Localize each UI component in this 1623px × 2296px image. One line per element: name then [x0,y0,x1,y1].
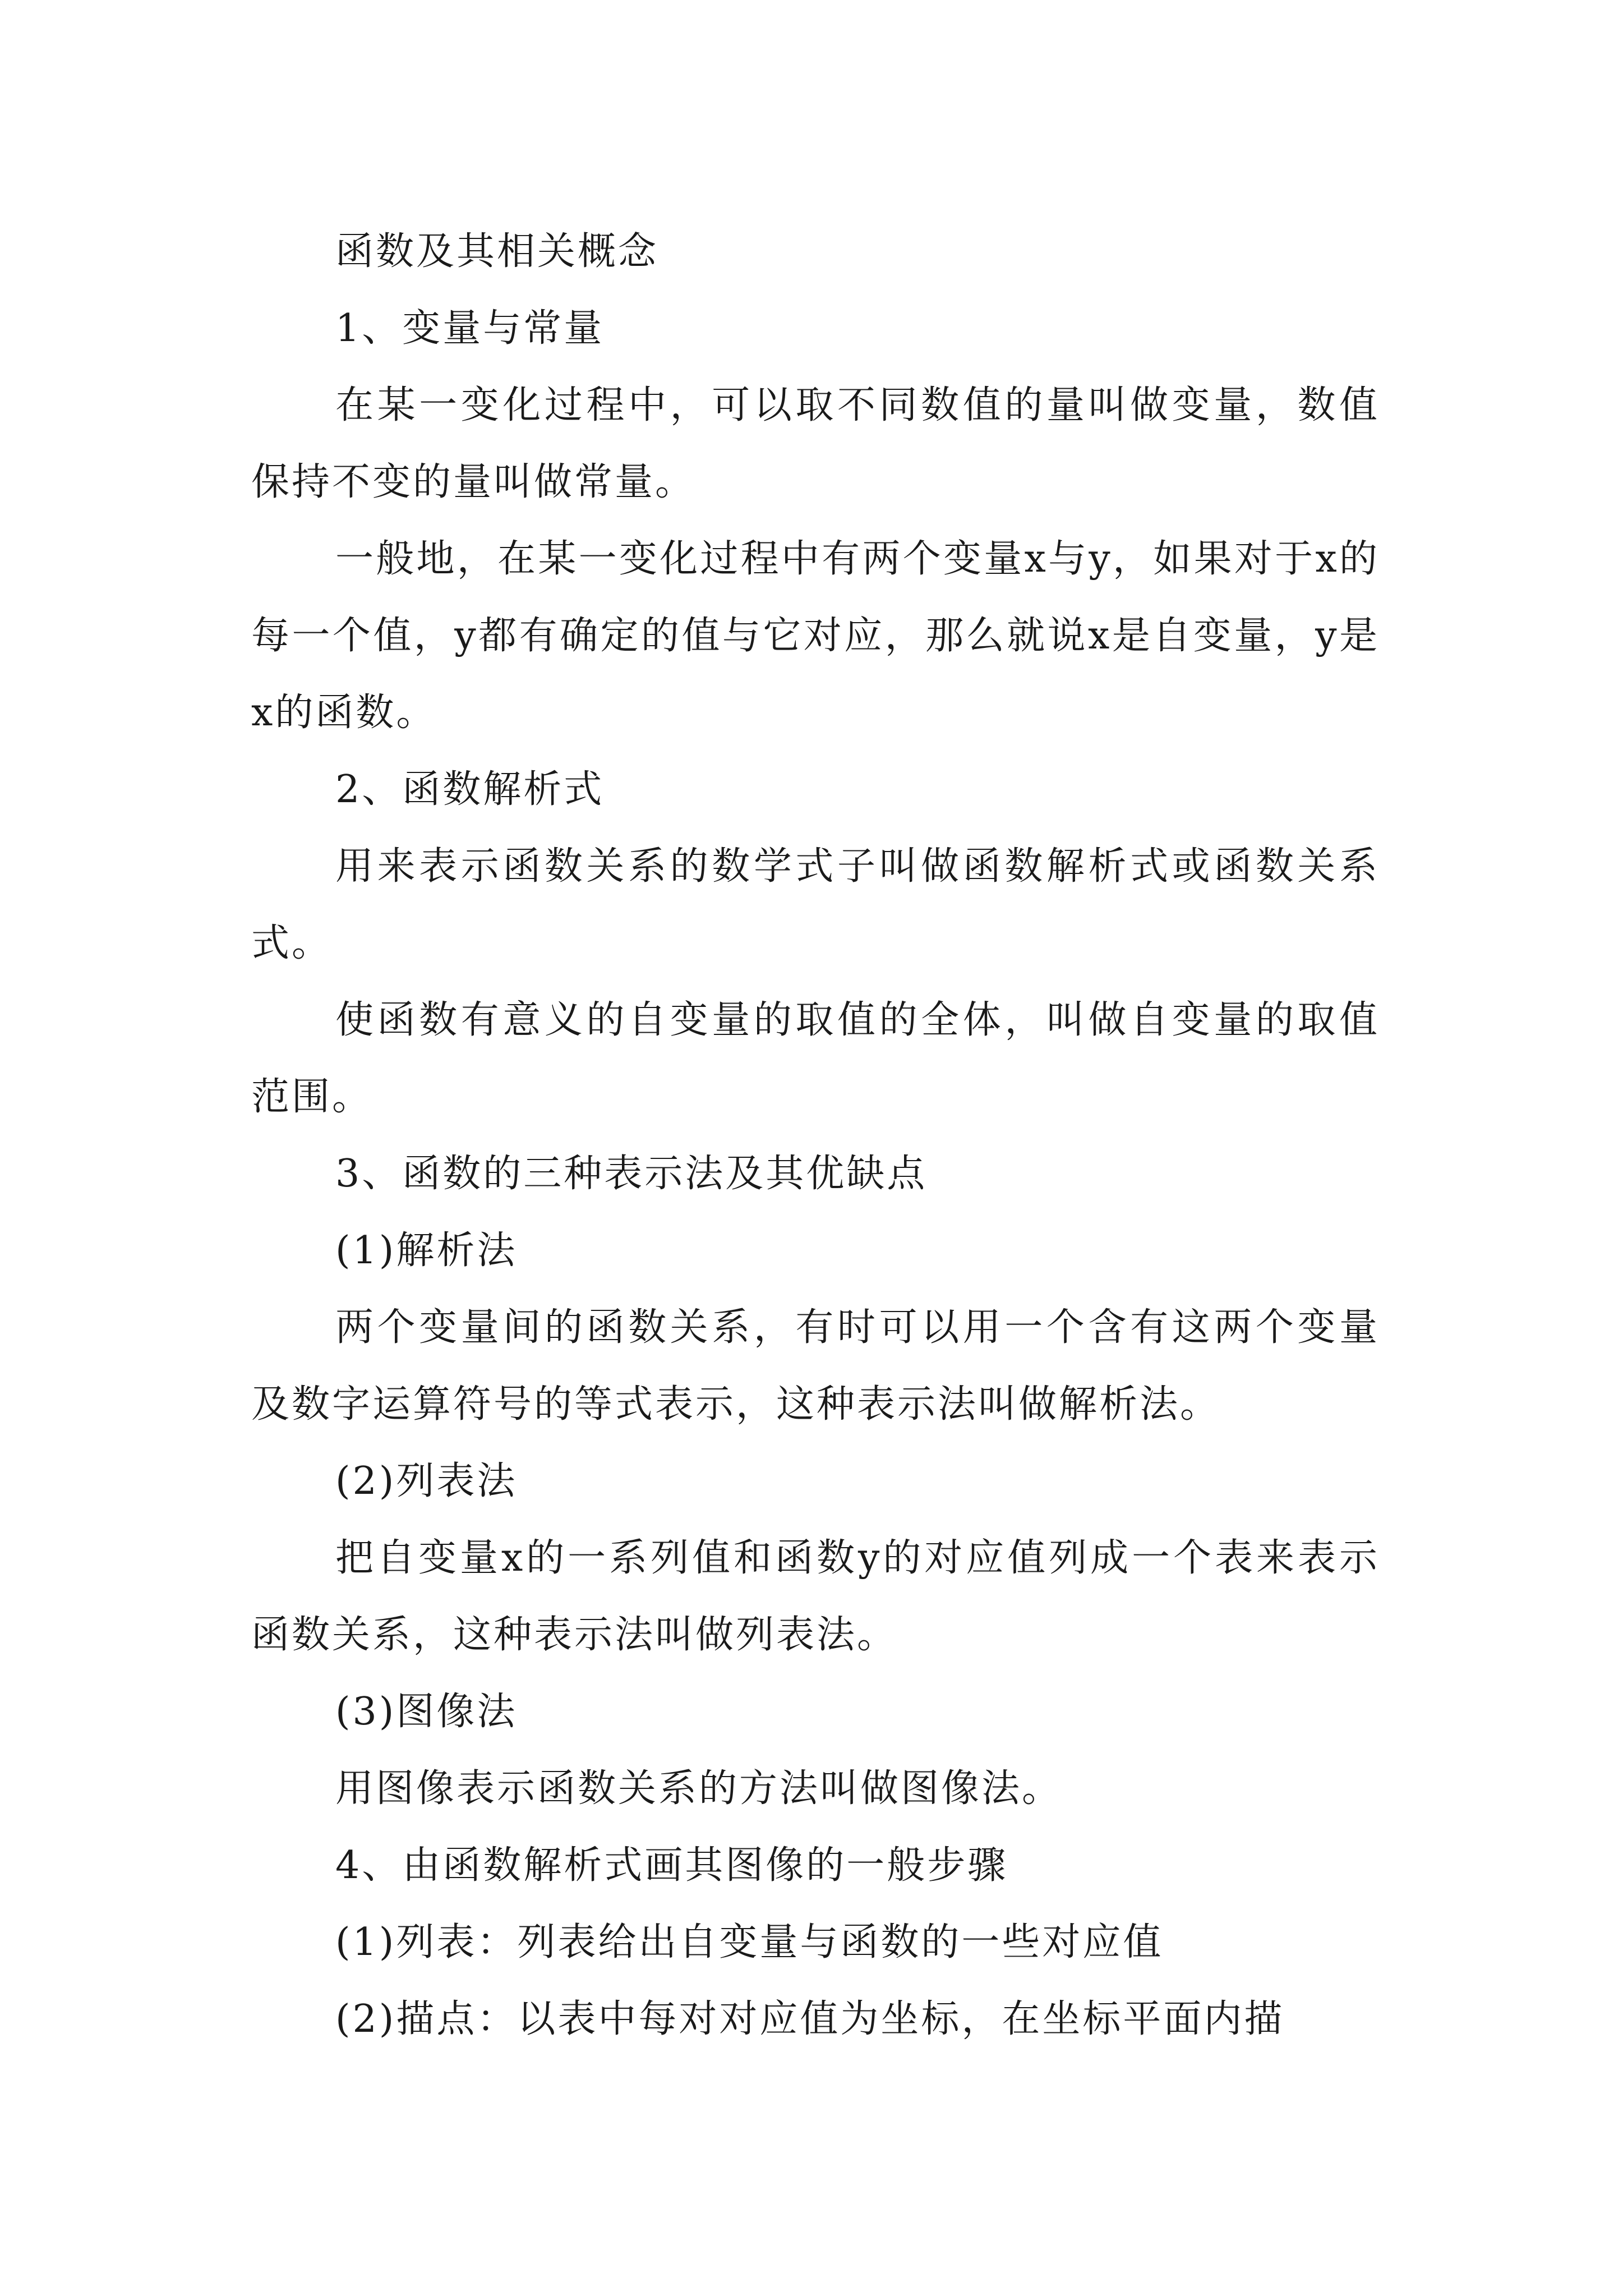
section-heading: 4、由函数解析式画其图像的一般步骤 [335,1843,1008,1888]
subsection-heading: (2)列表法 [335,1459,518,1503]
step-item: (2)描点：以表中每对对应值为坐标，在坐标平面内描 [335,1997,1285,2041]
paragraph: 用图像表示函数关系的方法叫做图像法。 [335,1766,1063,1811]
paragraph: 一般地，在某一变化过程中有两个变量x与y，如果对于x的每一个值，y都有确定的值与它对应，那么就说x是自变量，y是x的函数。 [251,537,1380,735]
paragraph: 把自变量x的一系列值和函数y的对应值列成一个表来表示函数关系，这种表示法叫做列表法。 [251,1536,1380,1657]
paragraph: 用来表示函数关系的数学式子叫做函数解析式或函数关系式。 [251,844,1380,965]
step-item: (1)列表：列表给出自变量与函数的一些对应值 [335,1920,1164,1964]
subsection-heading: (1)解析法 [335,1228,518,1273]
section-heading: 2、函数解析式 [335,767,605,812]
paragraph: 使函数有意义的自变量的取值的全体，叫做自变量的取值范围。 [251,998,1380,1119]
subsection-heading: (3)图像法 [335,1690,518,1734]
section-heading: 3、函数的三种表示法及其优缺点 [335,1152,928,1196]
paragraph: 两个变量间的函数关系，有时可以用一个含有这两个变量及数字运算符号的等式表示，这种表示法叫做解析法。 [251,1305,1380,1427]
document-body [251,213,1380,2058]
document-title: 函数及其相关概念 [335,229,659,274]
section-heading: 1、变量与常量 [335,306,605,351]
paragraph: 在某一变化过程中，可以取不同数值的量叫做变量，数值保持不变的量叫做常量。 [251,383,1380,504]
